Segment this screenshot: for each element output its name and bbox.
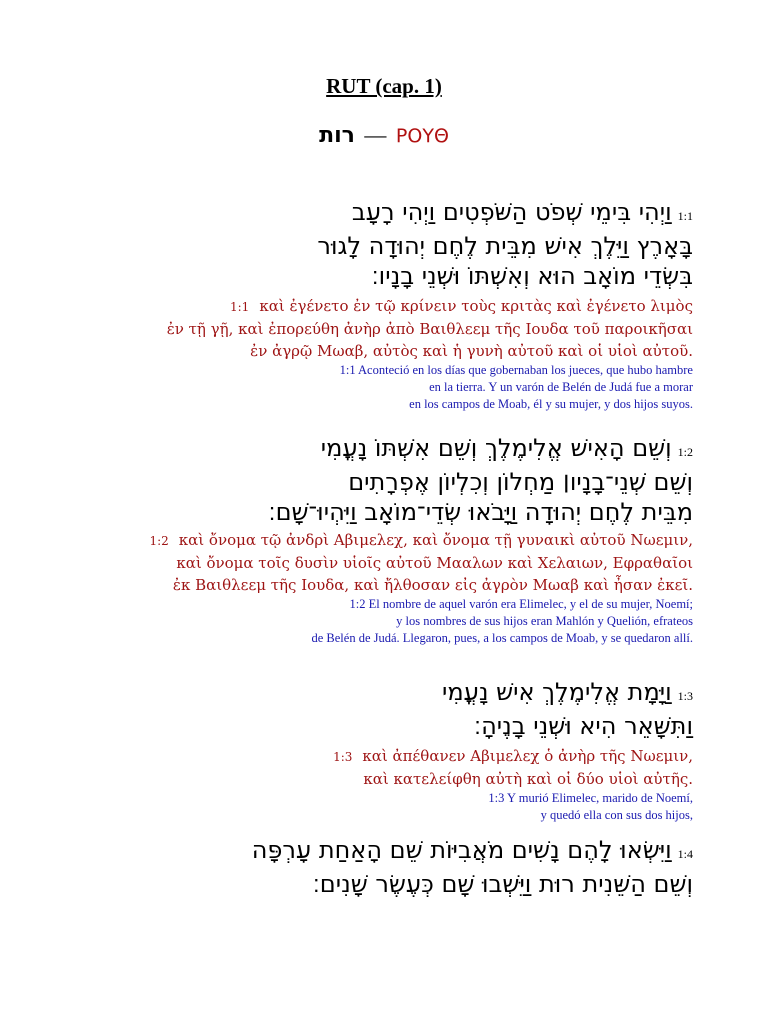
verse-number: 1:4 bbox=[677, 847, 693, 861]
greek-line: ἐν ἀγρῷ Μωαβ, αὐτὸς καὶ ἡ γυνὴ αὐτοῦ καὶ οἱ υἱοὶ αὐτοῦ. bbox=[250, 342, 693, 360]
spanish-line: de Belén de Judá. Llegaron, pues, a los campos de Moab, y se quedaron allí. bbox=[311, 631, 693, 645]
verse-number: 1:2 bbox=[677, 445, 693, 459]
hebrew-line: בָּאָרֶץ וַיֵּלֶךְ אִישׁ מִבֵּית לֶחֶם יְהוּדָה לָגוּר bbox=[317, 232, 693, 260]
hebrew-line: 1:3וַיָּמָת אֱלִימֶלֶךְ אִישׁ נָעֳמִי bbox=[441, 678, 693, 706]
greek-line: 1:1 καὶ ἐγένετο ἐν τῷ κρίνειν τοὺς κριτὰς καὶ ἐγένετο λιμὸς bbox=[230, 297, 693, 315]
verse-1-1 bbox=[73, 197, 693, 413]
verse-1-3 bbox=[73, 677, 693, 824]
spanish-line: en los campos de Moab, él y su mujer, y dos hijos suyos. bbox=[409, 397, 693, 411]
spanish-line: 1:2 El nombre de aquel varón era Elimelec, y el de su mujer, Noemí; bbox=[349, 597, 693, 611]
verse-1-4 bbox=[73, 835, 693, 899]
verse-number: 1:3 bbox=[333, 750, 353, 764]
spanish-line: y los nombres de sus hijos eran Mahlón y Quelión, efrateos bbox=[396, 614, 693, 628]
hebrew-line: מִבֵּית לֶחֶם יְהוּדָה וַיָּבֹאוּ שְׂדֵי־מוֹאָב וַיִּהְיוּ־שָׁם׃ bbox=[268, 498, 693, 526]
hebrew-line: וַתִּשָּׁאֵר הִיא וּשְׁנֵי בָנֶיהָ׃ bbox=[473, 712, 693, 740]
subtitle-dash: — bbox=[364, 122, 387, 147]
hebrew-line: וְשֵׁם הַשֵּׁנִית רוּת וַיֵּשְׁבוּ שָׁם כְּעֶשֶׂר שָׁנִים׃ bbox=[312, 870, 693, 898]
spanish-line: y quedó ella con sus dos hijos, bbox=[540, 808, 693, 822]
subtitle-greek: ΡΟΥΘ bbox=[395, 125, 449, 147]
greek-line: καὶ ὄνομα τοῖς δυσὶν υἱοῖς αὐτοῦ Μααλων καὶ Χελαιων, Εφραθαῖοι bbox=[176, 554, 693, 572]
hebrew-line: בִּשְׂדֵי מוֹאָב הוּא וְאִשְׁתּוֹ וּשְׁנֵי בָנָיו׃ bbox=[371, 262, 693, 290]
spanish-line: 1:1 Aconteció en los días que gobernaban los jueces, que hubo hambre bbox=[339, 363, 693, 377]
hebrew-line: 1:1וַיְהִי בִּימֵי שְׁפֹט הַשֹּׁפְטִים וַיְהִי רָעָב bbox=[351, 198, 693, 226]
verse-number: 1:3 bbox=[677, 689, 693, 703]
greek-line: 1:3 καὶ ἀπέθανεν Αβιμελεχ ὁ ἀνὴρ τῆς Νωεμιν, bbox=[333, 747, 693, 765]
verse-1-2 bbox=[73, 433, 693, 647]
greek-line: 1:2 καὶ ὄνομα τῷ ἀνδρὶ Αβιμελεχ, καὶ ὄνομα τῇ γυναικὶ αὐτοῦ Νωεμιν, bbox=[149, 531, 693, 549]
spanish-line: en la tierra. Y un varón de Belén de Judá fue a morar bbox=[429, 380, 693, 394]
spanish-line: 1:3 Y murió Elimelec, marido de Noemí, bbox=[488, 791, 693, 805]
verse-number: 1:2 bbox=[149, 534, 169, 548]
hebrew-line: וְשֵׁם שְׁנֵי־בָנָיו׀ מַחְלוֹן וְכִלְיוֹן אֶפְרָתִים bbox=[348, 468, 693, 496]
subtitle-hebrew: רות bbox=[319, 123, 355, 148]
hebrew-line: 1:4וַיִּשְׂאוּ לָהֶם נָשִׁים מֹאֲבִיּוֹת שֵׁם הָאַחַת עָרְפָּה bbox=[251, 836, 693, 864]
page-title: RUT (cap. 1) bbox=[326, 74, 442, 98]
verse-number: 1:1 bbox=[230, 300, 250, 314]
greek-line: καὶ κατελείφθη αὐτὴ καὶ οἱ δύο υἱοὶ αὐτῆς. bbox=[363, 770, 693, 788]
greek-line: ἐν τῇ γῇ, καὶ ἐπορεύθη ἀνὴρ ἀπὸ Βαιθλεεμ τῆς Ιουδα τοῦ παροικῆσαι bbox=[166, 320, 693, 338]
verse-number: 1:1 bbox=[677, 209, 693, 223]
greek-line: ἐκ Βαιθλεεμ τῆς Ιουδα, καὶ ἤλθοσαν εἰς ἀγρὸν Μωαβ καὶ ἦσαν ἐκεῖ. bbox=[172, 576, 693, 594]
hebrew-line: 1:2וְשֵׁם הָאִישׁ אֱלִימֶלֶךְ וְשֵׁם אִשְׁתּוֹ נָעֳמִי bbox=[320, 434, 693, 462]
book-subtitle bbox=[0, 122, 768, 148]
